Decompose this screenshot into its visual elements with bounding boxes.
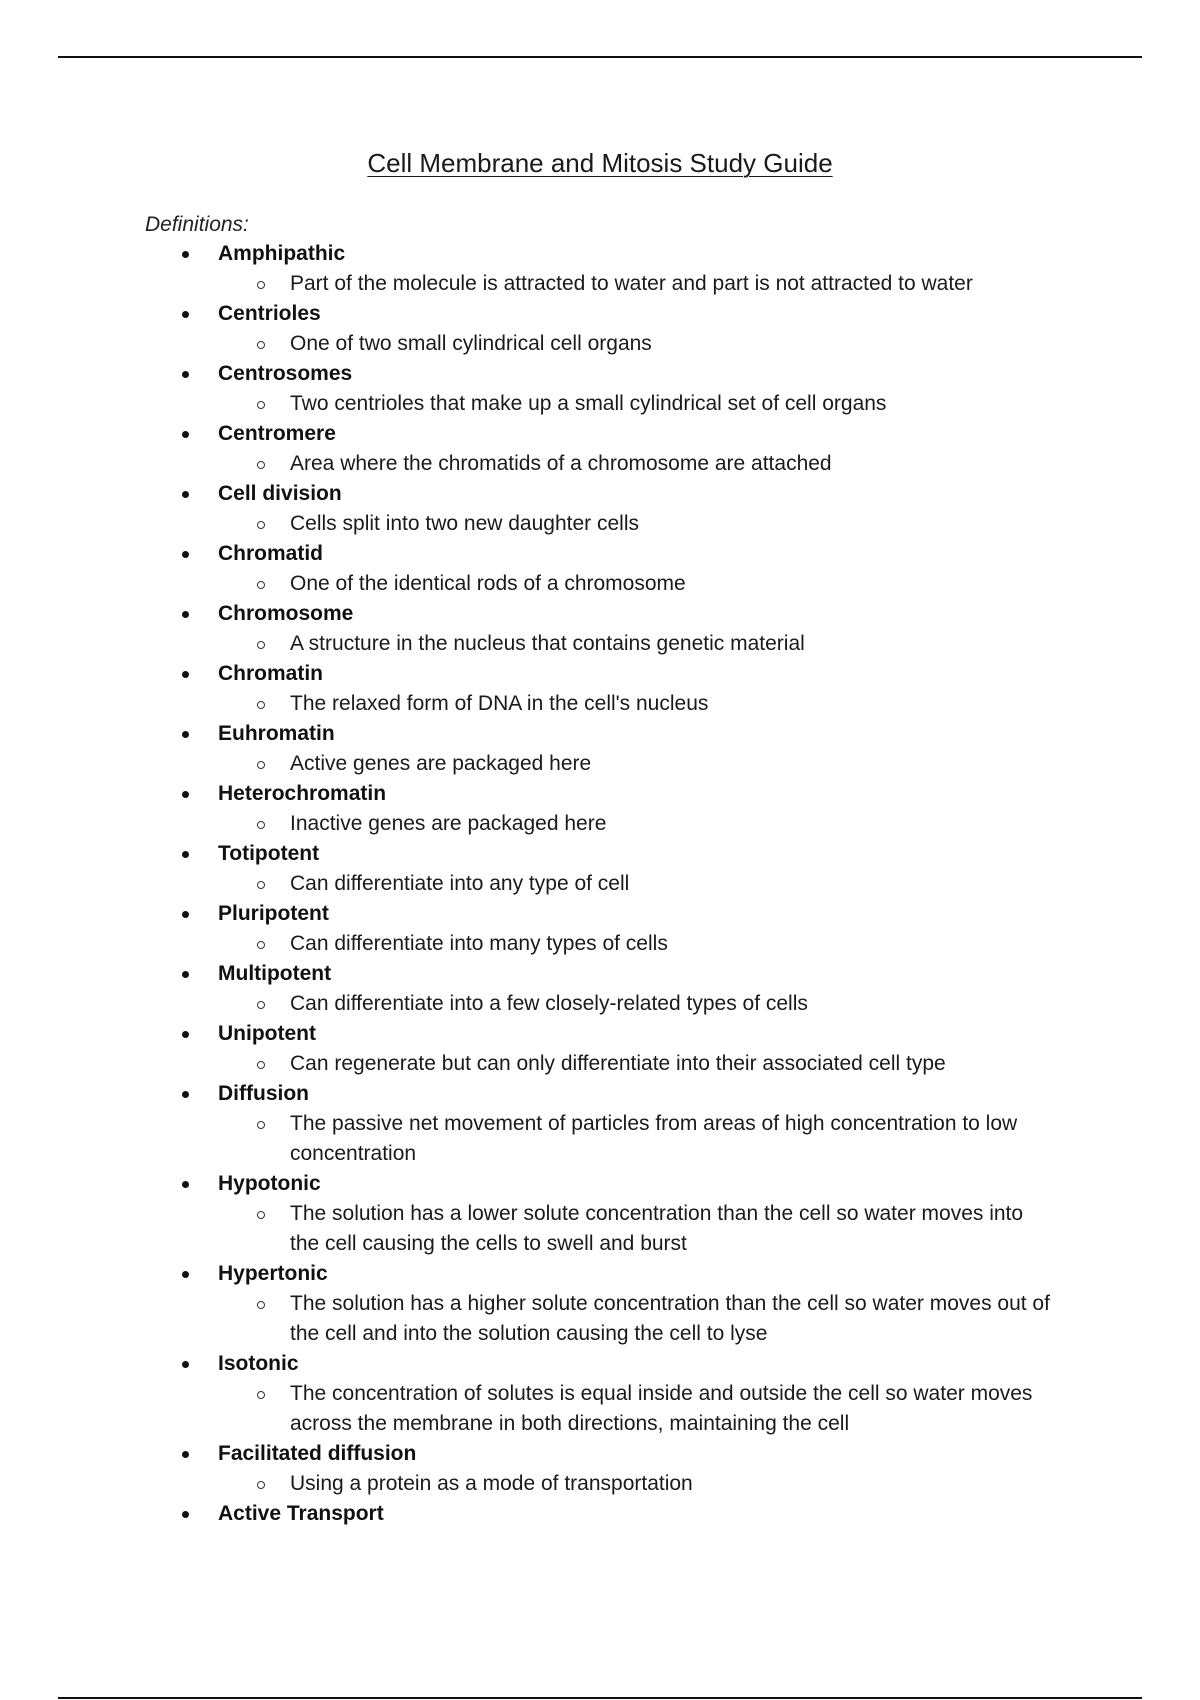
definition-item <box>0 659 1200 719</box>
definition-text: The relaxed form of DNA in the cell's nucleus <box>290 692 709 715</box>
term-row <box>0 539 1200 569</box>
term-row <box>0 839 1200 869</box>
definition-term: Centrioles <box>218 302 321 325</box>
description-row <box>0 569 1200 599</box>
definition-item <box>0 899 1200 959</box>
description-row <box>0 809 1200 839</box>
description-row <box>0 449 1200 479</box>
bullet-icon <box>182 1451 189 1458</box>
definition-item <box>0 1499 1200 1529</box>
term-row <box>0 1349 1200 1379</box>
description-row <box>0 689 1200 719</box>
term-row <box>0 1169 1200 1199</box>
description-row <box>0 869 1200 899</box>
definition-item <box>0 1439 1200 1499</box>
description-row <box>0 1289 1200 1349</box>
hollow-bullet-icon <box>257 461 265 469</box>
hollow-bullet-icon <box>257 701 265 709</box>
description-row <box>0 929 1200 959</box>
hollow-bullet-icon <box>257 401 265 409</box>
bullet-icon <box>182 1511 189 1518</box>
hollow-bullet-icon <box>257 1211 265 1219</box>
term-row <box>0 779 1200 809</box>
term-row <box>0 719 1200 749</box>
bullet-icon <box>182 1091 189 1098</box>
description-row <box>0 749 1200 779</box>
definition-item <box>0 359 1200 419</box>
bullet-icon <box>182 1361 189 1368</box>
definition-text: One of the identical rods of a chromosome <box>290 572 686 595</box>
definition-term: Cell division <box>218 482 342 505</box>
description-row <box>0 269 1200 299</box>
hollow-bullet-icon <box>257 641 265 649</box>
definition-term: Chromatin <box>218 662 323 685</box>
description-row <box>0 509 1200 539</box>
term-row <box>0 899 1200 929</box>
bullet-icon <box>182 971 189 978</box>
bullet-icon <box>182 731 189 738</box>
term-row <box>0 299 1200 329</box>
definition-term: Diffusion <box>218 1082 309 1105</box>
description-row <box>0 629 1200 659</box>
header-rule <box>58 56 1142 58</box>
definition-term: Chromatid <box>218 542 323 565</box>
bullet-icon <box>182 371 189 378</box>
definition-term: Pluripotent <box>218 902 329 925</box>
bullet-icon <box>182 491 189 498</box>
definition-text: Active genes are packaged here <box>290 752 592 775</box>
term-row <box>0 1019 1200 1049</box>
definition-text: The concentration of solutes is equal inside and outside the cell so water moves across the membrane in both directions, maintaining the cell <box>290 1382 1033 1435</box>
definition-text: Inactive genes are packaged here <box>290 812 607 835</box>
term-row <box>0 599 1200 629</box>
definition-term: Euhromatin <box>218 722 335 745</box>
description-row <box>0 989 1200 1019</box>
bullet-icon <box>182 431 189 438</box>
term-row <box>0 1259 1200 1289</box>
definition-text: Area where the chromatids of a chromosome are attached <box>290 452 832 475</box>
bullet-icon <box>182 1181 189 1188</box>
definition-item <box>0 1079 1200 1169</box>
definition-text: Using a protein as a mode of transportation <box>290 1472 693 1495</box>
term-row <box>0 239 1200 269</box>
definition-item <box>0 1019 1200 1079</box>
definition-text: Cells split into two new daughter cells <box>290 512 640 535</box>
bullet-icon <box>182 671 189 678</box>
hollow-bullet-icon <box>257 1061 265 1069</box>
definition-text: Can regenerate but can only differentiate into their associated cell type <box>290 1052 946 1075</box>
description-row <box>0 1049 1200 1079</box>
definition-item <box>0 419 1200 479</box>
bullet-icon <box>182 311 189 318</box>
description-row <box>0 1199 1200 1259</box>
definition-text: A structure in the nucleus that contains genetic material <box>290 632 805 655</box>
term-row <box>0 359 1200 389</box>
bullet-icon <box>182 791 189 798</box>
bullet-icon <box>182 851 189 858</box>
term-row <box>0 1439 1200 1469</box>
hollow-bullet-icon <box>257 1481 265 1489</box>
definition-term: Unipotent <box>218 1022 316 1045</box>
definition-term: Totipotent <box>218 842 320 865</box>
definition-item <box>0 959 1200 1019</box>
term-row <box>0 419 1200 449</box>
hollow-bullet-icon <box>257 341 265 349</box>
definition-term: Centromere <box>218 422 336 445</box>
definition-text: One of two small cylindrical cell organs <box>290 332 652 355</box>
definition-term: Hypertonic <box>218 1262 328 1285</box>
definition-text: The solution has a lower solute concentration than the cell so water moves into the cell causing the cells to swell and burst <box>290 1202 1024 1255</box>
hollow-bullet-icon <box>257 521 265 529</box>
definition-term: Isotonic <box>218 1352 299 1375</box>
description-row <box>0 1379 1200 1439</box>
definition-term: Facilitated diffusion <box>218 1442 417 1465</box>
term-row <box>0 1499 1200 1529</box>
definition-term: Heterochromatin <box>218 782 387 805</box>
definition-term: Active Transport <box>218 1502 384 1525</box>
definition-item <box>0 599 1200 659</box>
footer-rule <box>58 1697 1142 1699</box>
definition-text: Can differentiate into many types of cells <box>290 932 668 955</box>
definition-text: Can differentiate into a few closely-related types of cells <box>290 992 808 1015</box>
definition-term: Centrosomes <box>218 362 353 385</box>
definition-text: Two centrioles that make up a small cylindrical set of cell organs <box>290 392 887 415</box>
hollow-bullet-icon <box>257 821 265 829</box>
section-label-definitions: Definitions: <box>145 213 249 236</box>
description-row <box>0 1469 1200 1499</box>
definition-item <box>0 1349 1200 1439</box>
hollow-bullet-icon <box>257 881 265 889</box>
definitions-list <box>0 239 1200 1529</box>
hollow-bullet-icon <box>257 1301 265 1309</box>
definition-term: Amphipathic <box>218 242 346 265</box>
description-row <box>0 329 1200 359</box>
definition-text: Can differentiate into any type of cell <box>290 872 630 895</box>
definition-item <box>0 1169 1200 1259</box>
bullet-icon <box>182 551 189 558</box>
definition-item <box>0 719 1200 779</box>
definition-term: Hypotonic <box>218 1172 321 1195</box>
bullet-icon <box>182 251 189 258</box>
hollow-bullet-icon <box>257 941 265 949</box>
term-row <box>0 659 1200 689</box>
bullet-icon <box>182 611 189 618</box>
definition-item <box>0 1259 1200 1349</box>
definition-term: Chromosome <box>218 602 354 625</box>
definition-item <box>0 539 1200 599</box>
definition-item <box>0 239 1200 299</box>
definition-item <box>0 779 1200 839</box>
term-row <box>0 479 1200 509</box>
definition-text: Part of the molecule is attracted to water and part is not attracted to water <box>290 272 973 295</box>
term-row <box>0 1079 1200 1109</box>
hollow-bullet-icon <box>257 1001 265 1009</box>
hollow-bullet-icon <box>257 581 265 589</box>
hollow-bullet-icon <box>257 1121 265 1129</box>
bullet-icon <box>182 1271 189 1278</box>
definition-text: The passive net movement of particles from areas of high concentration to low concentration <box>290 1112 1018 1165</box>
bullet-icon <box>182 1031 189 1038</box>
description-row <box>0 389 1200 419</box>
hollow-bullet-icon <box>257 761 265 769</box>
description-row <box>0 1109 1200 1169</box>
hollow-bullet-icon <box>257 281 265 289</box>
hollow-bullet-icon <box>257 1391 265 1399</box>
term-row <box>0 959 1200 989</box>
definition-text: The solution has a higher solute concentration than the cell so water moves out of the cell and into the solution causing the cell to lyse <box>290 1292 1050 1345</box>
definition-term: Multipotent <box>218 962 332 985</box>
definition-item <box>0 839 1200 899</box>
definition-item <box>0 479 1200 539</box>
definition-item <box>0 299 1200 359</box>
document-title: Cell Membrane and Mitosis Study Guide <box>367 148 833 178</box>
bullet-icon <box>182 911 189 918</box>
